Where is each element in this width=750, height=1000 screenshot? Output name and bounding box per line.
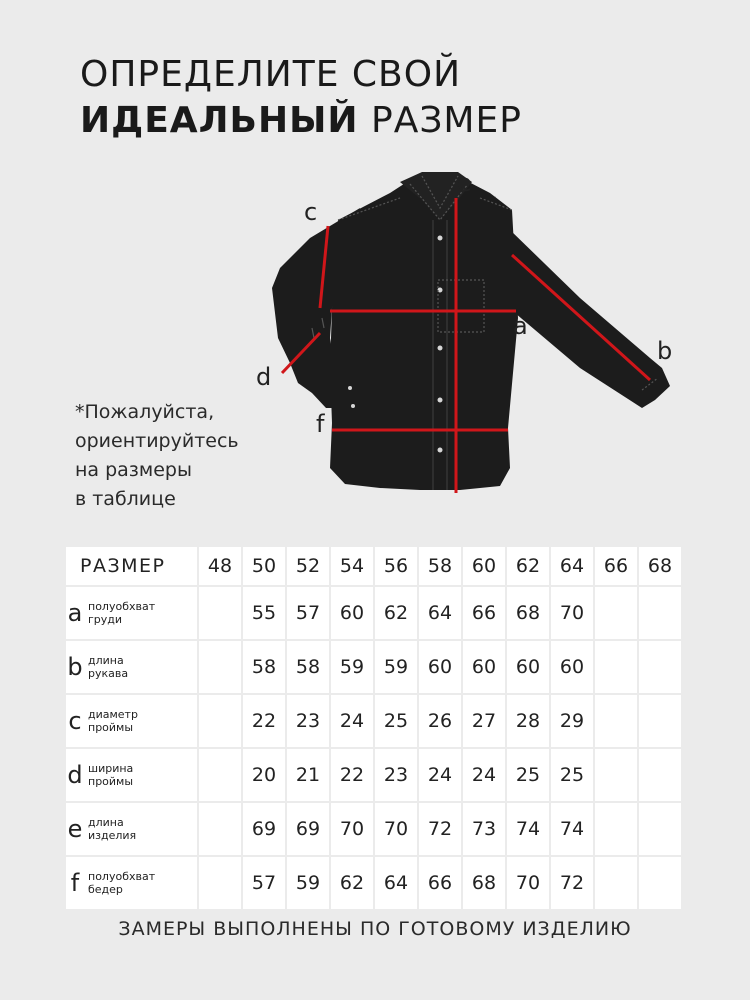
row-desc-line-2: бедер [88,883,123,896]
row-letter: f [70,869,80,897]
row-label-cell [66,695,197,747]
row-label [66,815,197,843]
value-cell: 23 [287,695,329,747]
value-cell: 26 [419,695,461,747]
row-desc-line-1: диаметр [88,708,138,721]
row-description [88,816,136,842]
value-cell: 62 [375,587,417,639]
value-cell [595,749,637,801]
value-cell [595,857,637,909]
measure-label-c: c [304,198,318,226]
value-cell [639,587,681,639]
value-cell: 68 [507,587,549,639]
title-line-1: ОПРЕДЕЛИТЕ СВОЙ [80,54,462,95]
row-letter: e [67,815,83,843]
size-header-cell: 66 [595,547,637,585]
value-cell: 24 [331,695,373,747]
value-cell [639,803,681,855]
value-cell: 74 [551,803,593,855]
size-header-cell: 56 [375,547,417,585]
value-cell: 64 [419,587,461,639]
value-cell [639,857,681,909]
row-desc-line-2: проймы [88,775,134,788]
value-cell: 58 [243,641,285,693]
row-desc-line-1: длина [88,816,124,829]
footer-note: ЗАМЕРЫ ВЫПОЛНЕНЫ ПО ГОТОВОМУ ИЗДЕЛИЮ [118,918,632,940]
row-label-cell [66,803,197,855]
measure-label-e: e [457,169,472,197]
size-note [75,398,239,514]
value-cell: 72 [551,857,593,909]
value-cell: 70 [331,803,373,855]
row-description [88,708,138,734]
size-header-cell: 60 [463,547,505,585]
row-label [66,707,197,735]
value-cell: 62 [331,857,373,909]
row-desc-line-1: полуобхват [88,600,156,613]
value-cell [199,641,241,693]
value-cell: 69 [243,803,285,855]
note-line-2: ориентируйтесь [75,430,239,452]
row-description [88,600,155,626]
value-cell: 73 [463,803,505,855]
value-cell: 29 [551,695,593,747]
table-row [66,695,681,747]
value-cell: 64 [375,857,417,909]
value-cell: 22 [243,695,285,747]
value-cell: 23 [375,749,417,801]
measure-label-b: b [657,337,673,365]
table-row [66,641,681,693]
table-header-row [66,547,681,585]
row-desc-line-2: груди [88,613,123,626]
row-letter: a [67,599,83,627]
table-row [66,749,681,801]
value-cell: 59 [331,641,373,693]
size-header-cell: 48 [199,547,241,585]
row-letter: c [68,707,82,735]
title-regular-word: РАЗМЕР [371,100,522,141]
value-cell: 66 [419,857,461,909]
row-desc-line-2: проймы [88,721,134,734]
value-cell [595,695,637,747]
row-description [88,870,155,896]
value-cell: 58 [287,641,329,693]
row-label-cell [66,749,197,801]
value-cell: 25 [507,749,549,801]
size-header-cell: 64 [551,547,593,585]
value-cell: 68 [463,857,505,909]
value-cell: 27 [463,695,505,747]
row-label [66,869,197,897]
size-header-cell: 52 [287,547,329,585]
value-cell: 24 [419,749,461,801]
value-cell: 57 [243,857,285,909]
row-label-cell [66,587,197,639]
value-cell [199,749,241,801]
title-line-2 [80,98,522,144]
title-bold-word: ИДЕАЛЬНЫЙ [80,100,359,141]
row-label [66,653,197,681]
size-header-cell: 62 [507,547,549,585]
row-label-cell [66,641,197,693]
value-cell [639,695,681,747]
value-cell [595,641,637,693]
value-cell: 60 [551,641,593,693]
size-table [64,545,683,911]
value-cell: 60 [507,641,549,693]
size-header-cell: 68 [639,547,681,585]
table-row [66,857,681,909]
value-cell: 69 [287,803,329,855]
measure-label-f: f [316,410,325,438]
value-cell: 57 [287,587,329,639]
value-cell [595,803,637,855]
row-letter: d [67,761,83,789]
value-cell: 60 [331,587,373,639]
value-cell: 21 [287,749,329,801]
table-row [66,587,681,639]
value-cell: 55 [243,587,285,639]
value-cell [595,587,637,639]
value-cell [199,587,241,639]
size-header-cell: 54 [331,547,373,585]
table-header-label: РАЗМЕР [66,547,197,585]
row-desc-line-2: рукава [88,667,129,680]
row-description [88,762,133,788]
value-cell: 20 [243,749,285,801]
page-title [80,52,522,144]
row-description [88,654,128,680]
note-line-3: на размеры [75,459,192,481]
row-label-cell [66,857,197,909]
value-cell: 70 [507,857,549,909]
measure-label-a: a [513,312,528,340]
value-cell: 60 [419,641,461,693]
value-cell: 22 [331,749,373,801]
shirt-body [330,176,518,490]
value-cell: 59 [287,857,329,909]
value-cell: 72 [419,803,461,855]
value-cell: 25 [375,695,417,747]
size-header-cell: 58 [419,547,461,585]
value-cell: 70 [375,803,417,855]
row-desc-line-1: ширина [88,762,134,775]
value-cell [199,857,241,909]
note-line-1: *Пожалуйста, [75,401,215,423]
row-desc-line-2: изделия [88,829,137,842]
table-row [66,803,681,855]
value-cell: 66 [463,587,505,639]
row-desc-line-1: длина [88,654,124,667]
measure-label-d: d [256,363,272,391]
value-cell: 28 [507,695,549,747]
note-line-4: в таблице [75,488,176,510]
row-desc-line-1: полуобхват [88,870,156,883]
value-cell [199,803,241,855]
value-cell: 25 [551,749,593,801]
value-cell [639,749,681,801]
value-cell: 59 [375,641,417,693]
value-cell: 24 [463,749,505,801]
value-cell: 60 [463,641,505,693]
value-cell [199,695,241,747]
row-letter: b [67,653,83,681]
row-label [66,761,197,789]
value-cell: 74 [507,803,549,855]
value-cell: 70 [551,587,593,639]
value-cell [639,641,681,693]
size-header-cell: 50 [243,547,285,585]
row-label [66,599,197,627]
